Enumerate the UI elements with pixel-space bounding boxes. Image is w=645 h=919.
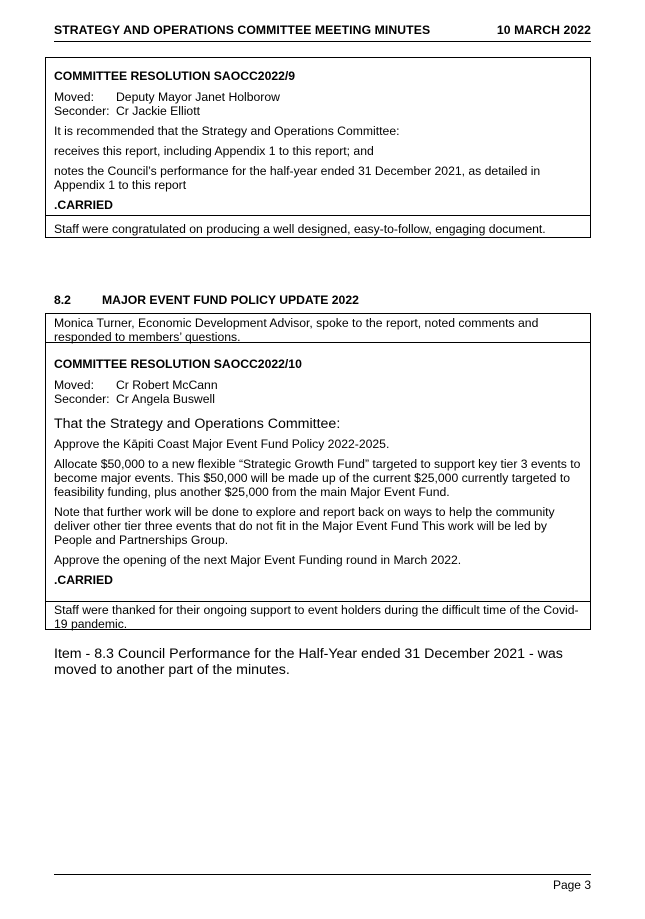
page-number: Page 3: [552, 878, 591, 892]
moved-value: Cr Robert McCann: [116, 378, 218, 392]
moved-value: Deputy Mayor Janet Holborow: [116, 90, 280, 104]
resolution-title: COMMITTEE RESOLUTION SAOCC2022/10: [54, 357, 302, 371]
resolution-item: Note that further work will be done to explore and report back on ways to help the community deliver other tier three events that do not fit in the Major Event Fund This work will be led by People and Partnerships Group.: [54, 505, 555, 547]
resolution-item: Allocate $50,000 to a new flexible “Strategic Growth Fund” targeted to support key tier 3 events to become major events. This $50,000 will be made up of the current $25,000 currently targeted to feasibility funding, plus another $25,000 from the main Major Event Fund.: [54, 457, 581, 499]
item-moved-note: Item - 8.3 Council Performance for the Half-Year ended 31 December 2021 - was moved to another part of the minutes.: [54, 646, 563, 678]
page-header: [54, 23, 591, 42]
seconder-value: Cr Angela Buswell: [116, 392, 215, 406]
speaker-note: [46, 314, 590, 343]
resolution-box-2: [45, 313, 591, 630]
meeting-date: 10 MARCH 2022: [496, 23, 591, 37]
resolution-item: Approve the Kāpiti Coast Major Event Fund Policy 2022-2025.: [54, 437, 390, 451]
section-number: 8.2: [54, 293, 71, 307]
moved-label: Moved:: [54, 90, 94, 104]
speaker-note-text: Monica Turner, Economic Development Advisor, spoke to the report, noted comments and responded to members’ questions.: [54, 316, 539, 344]
seconder-label: Seconder:: [54, 392, 110, 406]
footer-rule: [54, 874, 591, 875]
moved-label: Moved:: [54, 378, 94, 392]
resolution-item: notes the Council’s performance for the half-year ended 31 December 2021, as detailed in Appendix 1 to this report: [54, 164, 541, 192]
carried-label: .CARRIED: [54, 198, 113, 212]
section-title: MAJOR EVENT FUND POLICY UPDATE 2022: [102, 293, 359, 307]
resolution-intro: It is recommended that the Strategy and Operations Committee:: [54, 124, 400, 138]
seconder-row: [54, 392, 582, 406]
section-heading: [54, 293, 359, 307]
document-title: STRATEGY AND OPERATIONS COMMITTEE MEETING MINUTES: [54, 23, 431, 37]
resolution-item: receives this report, including Appendix 1 to this report; and: [54, 144, 374, 158]
seconder-value: Cr Jackie Elliott: [116, 104, 200, 118]
resolution-title: COMMITTEE RESOLUTION SAOCC2022/9: [54, 69, 296, 83]
resolution-box-1: [45, 57, 591, 238]
seconder-row: [54, 104, 582, 118]
resolution-item: Approve the opening of the next Major Event Funding round in March 2022.: [54, 553, 462, 567]
resolution-intro: That the Strategy and Operations Committee:: [54, 416, 341, 432]
carried-label: .CARRIED: [54, 573, 113, 587]
resolution-note: Staff were congratulated on producing a well designed, easy-to-follow, engaging document.: [46, 215, 590, 237]
seconder-label: Seconder:: [54, 104, 110, 118]
moved-row: [54, 378, 582, 392]
resolution-note: Staff were thanked for their ongoing support to event holders during the difficult time of the Covid-19 pandemic.: [46, 601, 590, 632]
moved-row: [54, 90, 582, 104]
